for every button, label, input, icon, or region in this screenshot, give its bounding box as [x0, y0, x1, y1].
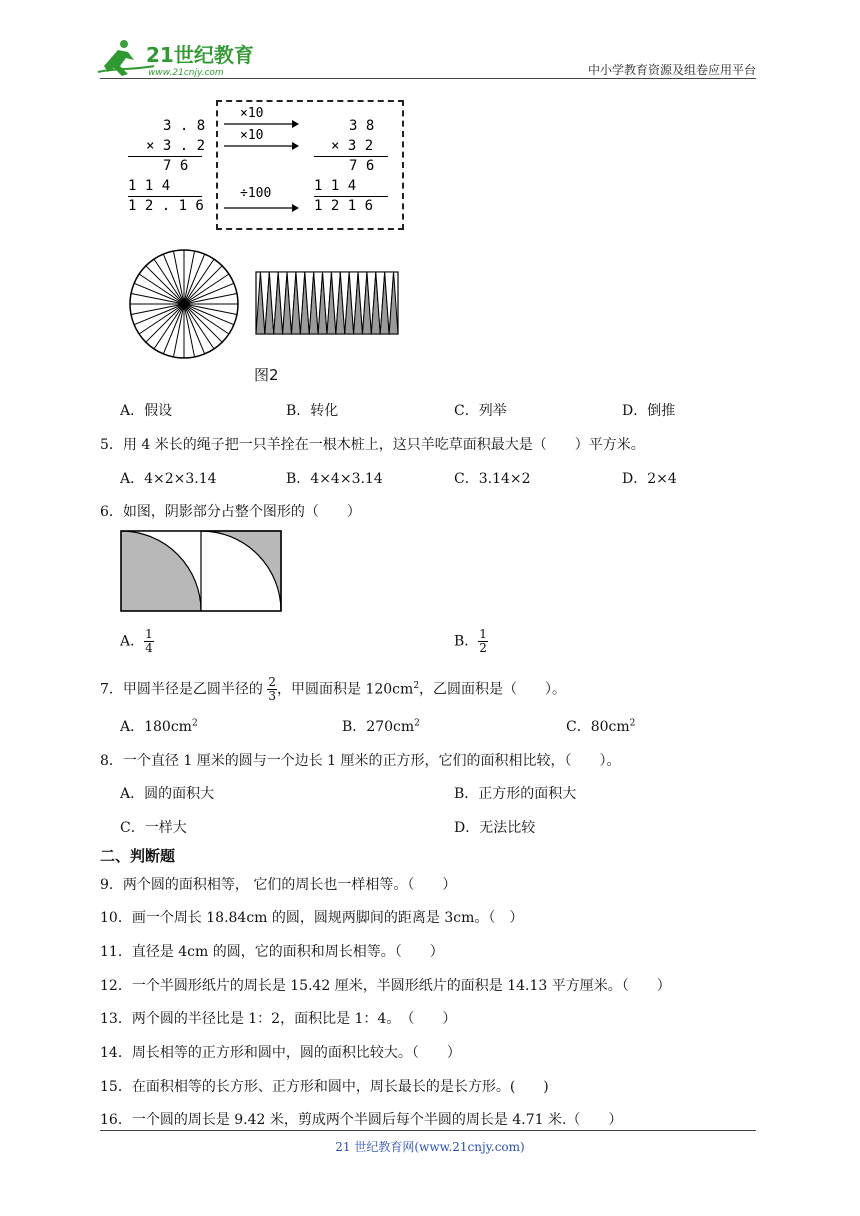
arrow2-icon [224, 140, 300, 152]
right-row1: 3 8 [349, 118, 375, 134]
right-rule1 [314, 156, 388, 157]
q7-option-c[interactable]: C．$80cm^2$ [566, 718, 636, 735]
q7-text: 7．甲圆半径是乙圆半径的 $\frac{2}{3}$ ，甲圆面积是 $120cm^2$，乙圆面积是（ ）。 [100, 675, 567, 703]
judgment-q11: 11．直径是 4cm 的圆，它的面积和周长相等。（ ） [100, 944, 444, 960]
q8-option-c[interactable]: C．一样大 [120, 820, 187, 836]
platform-name: 中小学教育资源及组卷应用平台 [587, 63, 756, 77]
right-row5: 1 2 1 6 [314, 198, 374, 214]
judgment-q12: 12．一个半圆形纸片的周长是 15.42 厘米，半圆形纸片的面积是 14.13 平方厘米。（ ） [100, 978, 671, 994]
judgment-q13: 13．两个圆的半径比是 1：2，面积比是 1：4。 （ ） [100, 1011, 457, 1027]
arrow1-label: ×10 [240, 106, 264, 121]
q7-option-a[interactable]: A．$180cm^2$ [120, 718, 198, 735]
q4-option-a[interactable]: A．假设 [120, 403, 173, 419]
q6-text: 6．如图，阴影部分占整个图形的（ ） [100, 504, 361, 520]
q5-option-d[interactable]: D．2×4 [622, 471, 677, 487]
q5-text: 5．用 4 米长的绳子把一只羊拴在一根木桩上，这只羊吃草面积最大是（ ）平方米。 [100, 437, 645, 453]
logo-text: 21世纪教育 [146, 43, 254, 67]
shaded-squares-figure [120, 530, 284, 612]
right-rule2 [314, 196, 388, 197]
section-title-judgment: 二、判断题 [100, 847, 176, 865]
site-logo [94, 36, 264, 80]
left-rule1 [128, 156, 202, 157]
left-row1: 3 . 8 [163, 118, 206, 134]
logo-url: www.21cnjy.com [148, 68, 224, 78]
q6-option-a[interactable]: A． $\frac{1}{4}$ [120, 627, 153, 655]
right-row3: 7 6 [349, 158, 375, 174]
judgment-q15: 15．在面积相等的长方形、正方形和圆中，周长最长的是长方形。( ) [100, 1079, 549, 1095]
q4-option-c[interactable]: C．列举 [454, 403, 507, 419]
left-row3: 7 6 [163, 158, 189, 174]
q8-option-d[interactable]: D．无法比较 [454, 820, 536, 836]
q5-option-c[interactable]: C．3.14×2 [454, 471, 531, 487]
q8-option-a[interactable]: A．圆的面积大 [120, 786, 215, 802]
q4-option-b[interactable]: B．转化 [286, 403, 339, 419]
arrow3-icon [224, 202, 300, 214]
figure2-caption: 图2 [254, 366, 279, 384]
rearranged-sectors-figure [254, 270, 400, 336]
judgment-q14: 14．周长相等的正方形和圆中，圆的面积比较大。（ ） [100, 1045, 461, 1061]
q6-option-b[interactable]: B． $\frac{1}{2}$ [454, 627, 487, 655]
judgment-q10: 10．画一个周长 18.84cm 的圆，圆规两脚间的距离是 3cm。（ ） [100, 910, 524, 926]
left-row2: × 3 . 2 [146, 138, 206, 154]
arrow3-label: ÷100 [240, 186, 272, 201]
q7-option-b[interactable]: B．$270cm^2$ [342, 718, 420, 735]
q8-text: 8．一个直径 1 厘米的圆与一个边长 1 厘米的正方形，它们的面积相比较，（ ）。 [100, 753, 621, 769]
judgment-q9: 9．两个圆的面积相等， 它们的周长也一样相等。（ ） [100, 877, 457, 893]
left-rule2 [128, 196, 202, 197]
q5-option-a[interactable]: A．4×2×3.14 [120, 471, 217, 487]
header-divider [100, 78, 756, 79]
q4-option-d[interactable]: D．倒推 [622, 403, 676, 419]
left-row5: 1 2 . 1 6 [128, 198, 204, 214]
arrow2-label: ×10 [240, 128, 264, 143]
sector-circle-figure [128, 248, 240, 360]
judgment-q16: 16．一个圆的周长是 9.42 米，剪成两个半圆后每个半圆的周长是 4.71 米.（ ） [100, 1112, 623, 1128]
left-row4: 1 1 4 [128, 178, 171, 194]
q5-option-b[interactable]: B．4×4×3.14 [286, 471, 383, 487]
right-row4: 1 1 4 [314, 178, 357, 194]
q8-option-b[interactable]: B．正方形的面积大 [454, 786, 577, 802]
right-row2: × 3 2 [331, 138, 374, 154]
footer-link[interactable]: 21 世纪教育网(www.21cnjy.com) [335, 1140, 525, 1154]
footer-divider [100, 1130, 756, 1131]
